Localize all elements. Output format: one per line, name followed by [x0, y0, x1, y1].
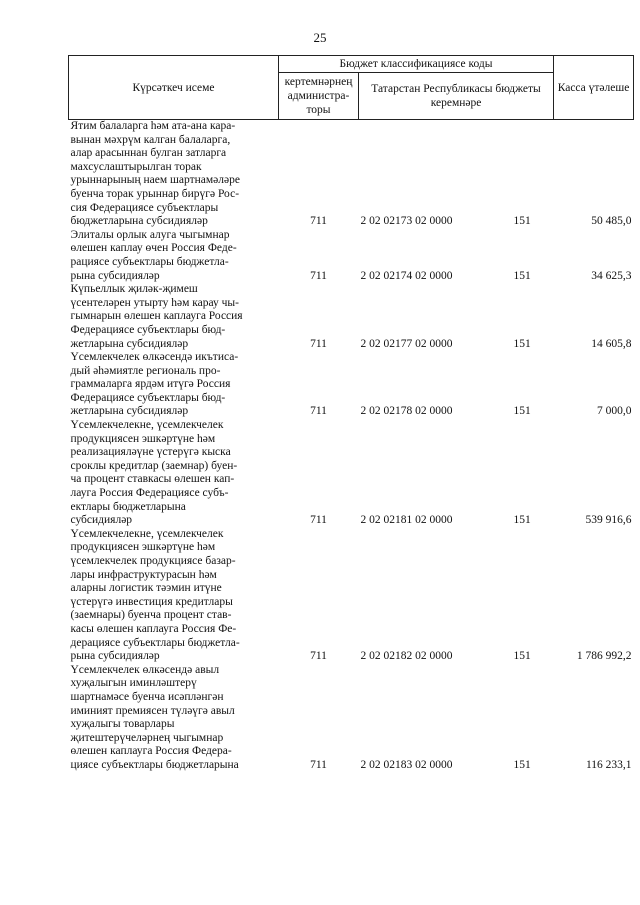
operation-code: 151 [513, 269, 531, 282]
indicator-name-line: лауга Россия Федерациясе субъ- [70, 487, 229, 500]
indicator-name-line: урыннарының наем шартнамәләре [70, 174, 240, 187]
indicator-name-line: Федерациясе субъектлары бюд- [70, 391, 226, 404]
indicator-name [69, 229, 279, 283]
indicator-name-line: продукциясен эшкәртүне һәм [70, 432, 216, 445]
operation-code: 151 [513, 514, 531, 527]
indicator-name-line: үстерүгә инвестиция кредитлары [70, 595, 233, 608]
indicator-name-line: рына субсидияләр [70, 269, 160, 282]
cash-amount: 50 485,0 [591, 215, 632, 228]
administrator-code: 711 [310, 405, 327, 418]
indicator-name [69, 351, 279, 419]
revenue-code: 2 02 02177 02 0000 [360, 337, 453, 350]
table-row [69, 528, 634, 664]
indicator-name-line: сия Федерациясе субъектлары [70, 201, 219, 214]
administrator-code: 711 [310, 215, 327, 228]
table-row [69, 120, 634, 229]
indicator-name-line: бюджетларына субсидияләр [70, 215, 208, 228]
operation-code: 151 [513, 405, 531, 418]
table-body [69, 120, 634, 773]
indicator-name-line: субсидияләр [70, 514, 133, 527]
cash-amount: 116 233,1 [585, 758, 632, 771]
header-budget-classification: Бюджет классификациясе коды [279, 56, 554, 73]
revenue-code: 2 02 02181 02 0000 [360, 514, 453, 527]
revenue-code: 2 02 02183 02 0000 [360, 758, 453, 771]
indicator-name-line: җитештерүчеләрнең чыгымнар [70, 731, 224, 744]
indicator-name-line: аларны логистик тәэмин итүне [70, 582, 222, 595]
indicator-name-line: циясе субъектлары бюджетларына [70, 758, 239, 771]
indicator-name-line: касы өлешен каплауга Россия Фе- [70, 622, 237, 635]
indicator-name [69, 120, 279, 229]
indicator-name-line: Ятим балаларга һәм ата-ана кара- [70, 120, 236, 132]
indicator-name-line: ектлары бюджетларына [70, 500, 186, 513]
revenue-code: 2 02 02182 02 0000 [360, 650, 453, 663]
administrator-code: 711 [310, 650, 327, 663]
indicator-name-line: граммаларга ярдәм итүгә Россия [70, 378, 231, 391]
indicator-name-line: ча процент ставкасы өлешен кап- [70, 473, 235, 486]
header-indicator: Күрсәткеч исеме [69, 56, 279, 120]
cash-amount: 7 000,0 [597, 405, 632, 418]
table-row [69, 229, 634, 283]
indicator-name-line: Үсемлекчелекне, үсемлекчелек [70, 419, 224, 432]
administrator-code: 711 [310, 269, 327, 282]
operation-code: 151 [513, 215, 531, 228]
revenue-code: 2 02 02173 02 0000 [360, 215, 453, 228]
indicator-name-line: буенча торак урыннар бирүгә Рос- [70, 187, 240, 200]
cash-amount: 1 786 992,2 [576, 650, 632, 663]
cash-amount: 34 625,3 [591, 269, 632, 282]
operation-code: 151 [513, 337, 531, 350]
indicator-name-line: иминият премиясен түләүгә авыл [70, 704, 235, 717]
indicator-name-line: гымнарын өлешен каплауга Россия [70, 310, 243, 323]
indicator-name-line: өлешен каплауга Россия Федера- [70, 745, 232, 758]
header-cash-execution: Касса үтәлеше [554, 56, 634, 120]
revenue-code: 2 02 02174 02 0000 [360, 269, 453, 282]
table-row [69, 664, 634, 773]
administrator-code: 711 [310, 758, 327, 771]
page-number: 25 [313, 30, 327, 45]
indicator-name-line: продукциясен эшкәртүне һәм [70, 541, 216, 554]
header-revenue: Татарстан Республикасы бюджеты керемнәре [359, 73, 554, 120]
indicator-name-line: жетларына субсидияләр [70, 337, 189, 350]
indicator-name-line: шартнамәсе буенча исәпләнгән [70, 690, 224, 703]
indicator-name-line: рына субсидияләр [70, 650, 160, 663]
indicator-name [69, 528, 279, 664]
cash-amount: 539 916,6 [585, 514, 632, 527]
indicator-name-line: Элиталы орлык алуга чыгымнар [70, 228, 230, 241]
indicator-name-line: жетларына субсидияләр [70, 405, 189, 418]
indicator-name-line: өлешен каплау өчен Россия Феде- [70, 242, 237, 255]
cash-amount: 14 605,8 [591, 337, 632, 350]
indicator-name-line: хуҗалыгы товарлары [70, 718, 175, 731]
indicator-name-line: сроклы кредитлар (заемнар) буен- [70, 459, 238, 472]
indicator-name-line: махсуслаштырылган торак [70, 160, 202, 173]
operation-code: 151 [513, 758, 531, 771]
administrator-code: 711 [310, 514, 327, 527]
indicator-name [69, 283, 279, 351]
indicator-name [69, 419, 279, 528]
indicator-name-line: (заемнары) буенча процент став- [70, 609, 232, 622]
indicator-name-line: реализацияләүне үстерүгә кыска [70, 446, 231, 459]
budget-table [68, 55, 634, 773]
administrator-code: 711 [310, 337, 327, 350]
indicator-name-line: Үсемлекчелекне, үсемлекчелек [70, 527, 224, 540]
indicator-name-line: Федерациясе субъектлары бюд- [70, 323, 226, 336]
indicator-name-line: алар арасыннан булган затларга [70, 147, 227, 160]
indicator-name-line: рациясе субъектлары бюджетла- [70, 255, 229, 268]
header-administrator: кертемнәрнең администра-торы [279, 73, 359, 120]
indicator-name-line: Үсемлекчелек өлкәсендә авыл [70, 663, 220, 676]
indicator-name-line: лары инфраструктурасын һәм [70, 568, 217, 581]
indicator-name-line: үсентеләрен утырту һәм карау чы- [70, 296, 239, 309]
table-row [69, 419, 634, 528]
revenue-code: 2 02 02178 02 0000 [360, 405, 453, 418]
operation-code: 151 [513, 650, 531, 663]
indicator-name [69, 664, 279, 773]
indicator-name-line: хуҗалыгын иминләштерү [70, 677, 197, 690]
indicator-name-line: дерациясе субъектлары бюджетла- [70, 636, 240, 649]
indicator-name-line: вынан мәхрүм калган балаларга, [70, 133, 231, 146]
table-row [69, 351, 634, 419]
indicator-name-line: үсемлекчелек продукциясе базар- [70, 555, 236, 567]
indicator-name-line: Күпьеллык җиләк-җимеш [70, 283, 198, 296]
indicator-name-line: дый әһәмиятле региональ про- [70, 364, 221, 377]
indicator-name-line: Үсемлекчелек өлкәсендә икътиса- [70, 351, 239, 364]
table-row [69, 283, 634, 351]
